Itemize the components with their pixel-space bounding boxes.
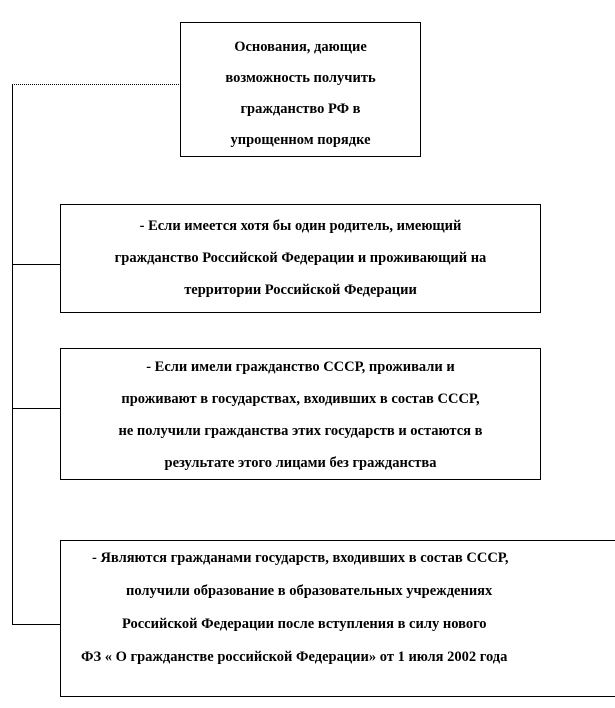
condition-line: получили образование в образовательных учреждениях (126, 583, 493, 599)
condition-line: территории Российской Федерации (184, 282, 417, 298)
header-line: возможность получить (225, 70, 376, 86)
condition-line: ФЗ « О гражданстве российской Федерации» от 1 июля 2002 года (81, 649, 508, 665)
condition-line: Российской Федерации после вступления в силу нового (122, 616, 487, 632)
condition-box-education (60, 540, 615, 697)
header-line: гражданство РФ в (240, 101, 361, 117)
condition-line: - Являются гражданами государств, входивших в состав СССР, (92, 550, 509, 566)
condition-box-parent-citizen (60, 204, 541, 313)
header-line: Основания, дающие (234, 39, 367, 55)
condition-line: не получили гражданства этих государств и остаются в (118, 423, 483, 439)
condition-line: результате этого лицами без гражданства (164, 455, 437, 471)
condition-line: гражданство Российской Федерации и проживающий на (114, 250, 487, 266)
condition-line: - Если имели гражданство СССР, проживали и (146, 359, 455, 375)
header-box (180, 22, 421, 157)
header-line: упрощенном порядке (230, 132, 371, 148)
condition-line: проживают в государствах, входивших в состав СССР, (121, 391, 480, 407)
condition-line: - Если имеется хотя бы один родитель, имеющий (139, 218, 462, 234)
condition-box-ussr-citizenship (60, 348, 541, 480)
